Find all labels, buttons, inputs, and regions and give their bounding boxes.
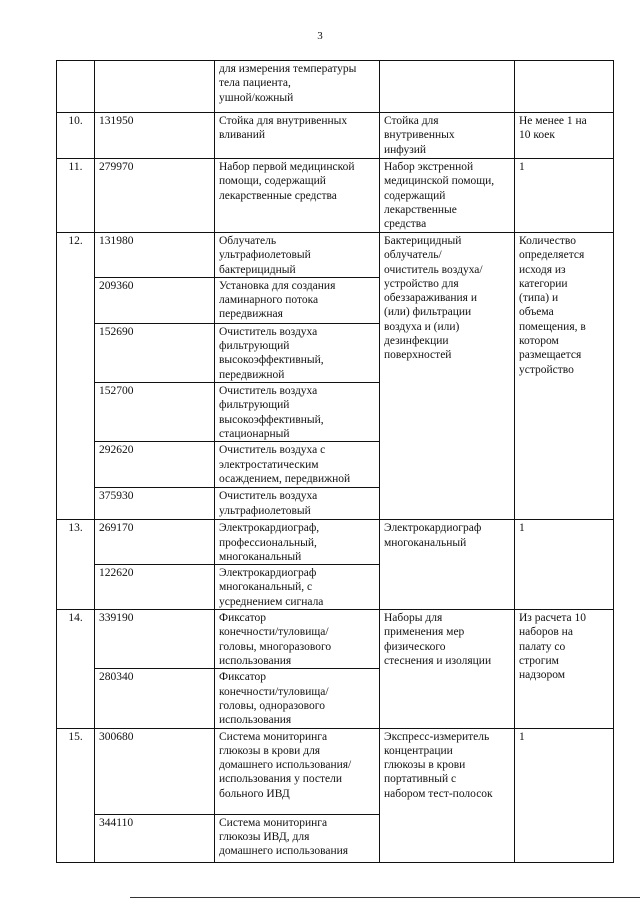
code-cell: 269170 <box>95 520 215 565</box>
row-number-cell <box>57 61 95 113</box>
item-name-cell: Электрокардиограф многоканальный, с усреднением сигнала <box>215 565 380 610</box>
item-name-cell: Система мониторинга глюкозы ИВД, для домашнего использования <box>215 814 380 862</box>
table-body <box>57 61 614 863</box>
quantity-cell: Из расчета 10 наборов на палату со строгим надзором <box>515 610 614 728</box>
bottom-rule <box>130 897 640 898</box>
row-number-cell: 15. <box>57 728 95 862</box>
equipment-type-cell: Стойка для внутривенных инфузий <box>380 113 515 159</box>
equipment-type-cell: Электрокардиограф многоканальный <box>380 520 515 610</box>
table-row <box>57 728 614 814</box>
item-name-cell: для измерения температуры тела пациента, ушной/кожный <box>215 61 380 113</box>
page-number: 3 <box>317 30 323 42</box>
code-cell: 292620 <box>95 442 215 488</box>
row-number-cell: 14. <box>57 610 95 728</box>
code-cell: 152690 <box>95 323 215 382</box>
row-number-cell: 11. <box>57 159 95 233</box>
quantity-cell: 1 <box>515 728 614 862</box>
quantity-cell: Не менее 1 на 10 коек <box>515 113 614 159</box>
equipment-table <box>56 60 614 863</box>
item-name-cell: Очиститель воздуха с электростатическим осаждением, передвижной <box>215 442 380 488</box>
code-cell: 209360 <box>95 277 215 323</box>
code-cell: 152700 <box>95 383 215 442</box>
table-row <box>57 113 614 159</box>
quantity-cell: Количество определяется исходя из категории (типа) и объема помещения, в котором размещается устройство <box>515 233 614 520</box>
code-cell: 339190 <box>95 610 215 669</box>
table-row <box>57 610 614 669</box>
item-name-cell: Очиститель воздуха ультрафиолетовый <box>215 488 380 520</box>
equipment-type-cell <box>380 61 515 113</box>
code-cell: 131950 <box>95 113 215 159</box>
quantity-cell: 1 <box>515 159 614 233</box>
code-cell: 280340 <box>95 669 215 728</box>
item-name-cell: Облучатель ультрафиолетовый бактерицидный <box>215 233 380 278</box>
code-cell: 344110 <box>95 814 215 862</box>
code-cell: 279970 <box>95 159 215 233</box>
code-cell: 375930 <box>95 488 215 520</box>
row-number-cell: 10. <box>57 113 95 159</box>
quantity-cell <box>515 61 614 113</box>
item-name-cell: Стойка для внутривенных вливаний <box>215 113 380 159</box>
equipment-type-cell: Набор экстренной медицинской помощи, содержащий лекарственные средства <box>380 159 515 233</box>
code-cell: 300680 <box>95 728 215 814</box>
item-name-cell: Очиститель воздуха фильтрующий высокоэффективный, передвижной <box>215 323 380 382</box>
code-cell <box>95 61 215 113</box>
code-cell: 131980 <box>95 233 215 278</box>
row-number-cell: 13. <box>57 520 95 610</box>
table-row <box>57 233 614 278</box>
equipment-type-cell: Наборы для применения мер физического стеснения и изоляции <box>380 610 515 728</box>
equipment-type-cell: Экспресс-измеритель концентрации глюкозы в крови портативный с набором тест-полосок <box>380 728 515 862</box>
table-row <box>57 520 614 565</box>
item-name-cell: Установка для создания ламинарного потока передвижная <box>215 277 380 323</box>
item-name-cell: Электрокардиограф, профессиональный, многоканальный <box>215 520 380 565</box>
quantity-cell: 1 <box>515 520 614 610</box>
item-name-cell: Фиксатор конечности/туловища/ головы, многоразового использования <box>215 610 380 669</box>
item-name-cell: Набор первой медицинской помощи, содержащий лекарственные средства <box>215 159 380 233</box>
item-name-cell: Фиксатор конечности/туловища/ головы, одноразового использования <box>215 669 380 728</box>
table-row <box>57 61 614 113</box>
item-name-cell: Система мониторинга глюкозы в крови для домашнего использования/ использования у постели больного ИВД <box>215 728 380 814</box>
equipment-type-cell: Бактерицидный облучатель/ очиститель воздуха/ устройство для обеззараживания и (или) фильтрации воздуха и (или) дезинфекции поверхностей <box>380 233 515 520</box>
row-number-cell: 12. <box>57 233 95 520</box>
code-cell: 122620 <box>95 565 215 610</box>
item-name-cell: Очиститель воздуха фильтрующий высокоэффективный, стационарный <box>215 383 380 442</box>
table-row <box>57 159 614 233</box>
